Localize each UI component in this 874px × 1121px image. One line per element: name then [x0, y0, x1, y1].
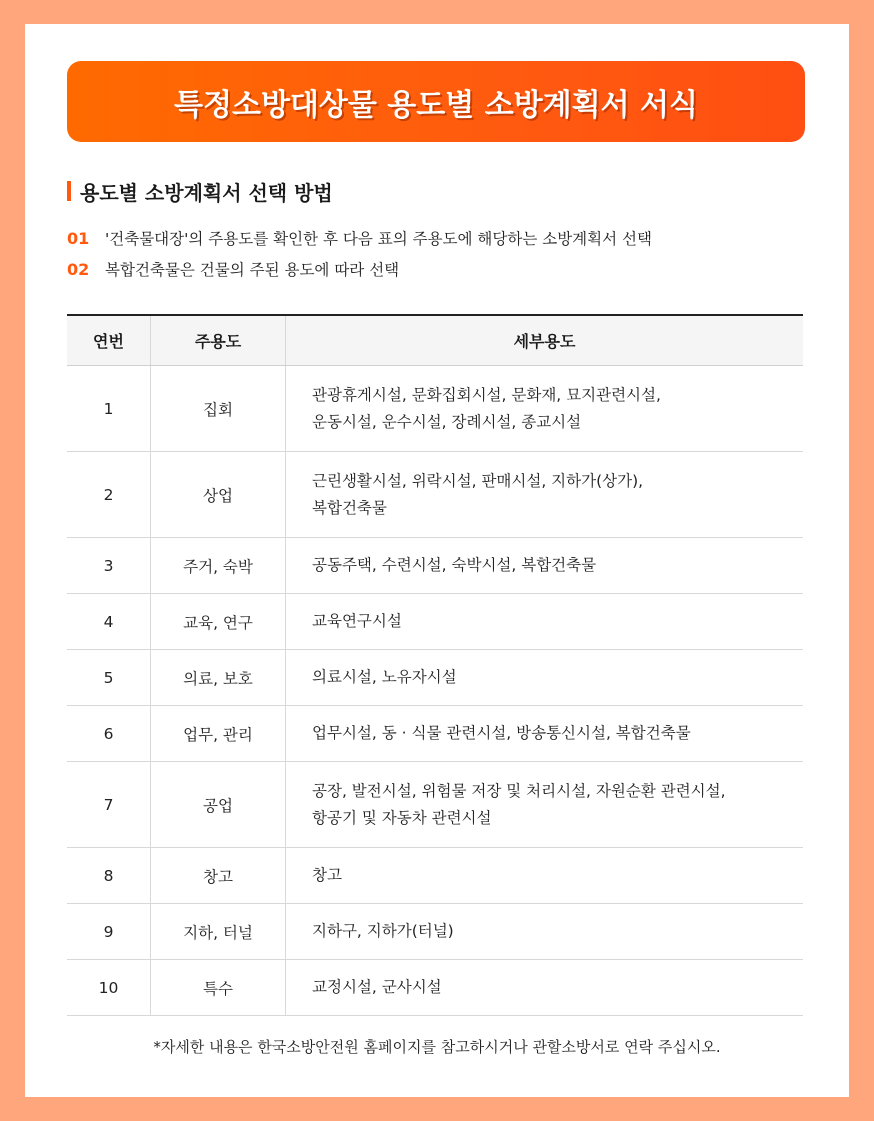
detail-line: 근린생활시설, 위락시설, 판매시설, 지하가(상가), — [312, 471, 644, 490]
row-no: 6 — [67, 706, 151, 762]
row-detail-usage — [286, 452, 804, 538]
row-detail-usage: 업무시설, 동 · 식물 관련시설, 방송통신시설, 복합건축물 — [286, 706, 804, 762]
title-banner — [67, 61, 805, 142]
table-row — [67, 650, 803, 706]
step-number: 02 — [67, 259, 90, 279]
row-main-usage: 지하, 터널 — [151, 904, 286, 960]
table-row — [67, 706, 803, 762]
table-row — [67, 538, 803, 594]
row-main-usage: 주거, 숙박 — [151, 538, 286, 594]
table-row — [67, 762, 803, 848]
detail-line: 관광휴게시설, 문화집회시설, 문화재, 묘지관련시설, — [312, 385, 661, 404]
heading-accent-bar — [67, 181, 71, 201]
row-main-usage: 특수 — [151, 960, 286, 1016]
step-number: 01 — [67, 228, 90, 248]
header-main-usage: 주용도 — [151, 315, 286, 366]
header-no: 연번 — [67, 315, 151, 366]
row-no: 10 — [67, 960, 151, 1016]
row-detail-usage: 지하구, 지하가(터널) — [286, 904, 804, 960]
row-detail-usage: 창고 — [286, 848, 804, 904]
footnote: *자세한 내용은 한국소방안전원 홈페이지를 참고하시거나 관할소방서로 연락 주십시오. — [153, 1038, 721, 1056]
row-detail-usage — [286, 762, 804, 848]
row-main-usage: 업무, 관리 — [151, 706, 286, 762]
step-item-1 — [67, 226, 652, 250]
row-main-usage: 의료, 보호 — [151, 650, 286, 706]
section-heading-text: 용도별 소방계획서 선택 방법 — [80, 180, 333, 205]
table-row — [67, 904, 803, 960]
row-main-usage: 상업 — [151, 452, 286, 538]
row-detail-usage — [286, 366, 804, 452]
row-no: 1 — [67, 366, 151, 452]
detail-line: 복합건축물 — [312, 498, 387, 517]
header-detail-usage: 세부용도 — [286, 315, 804, 366]
row-no: 5 — [67, 650, 151, 706]
table-row — [67, 960, 803, 1016]
table-row — [67, 594, 803, 650]
row-no: 9 — [67, 904, 151, 960]
row-no: 8 — [67, 848, 151, 904]
detail-line: 공장, 발전시설, 위험물 저장 및 처리시설, 자원순환 관련시설, — [312, 781, 726, 800]
row-detail-usage: 의료시설, 노유자시설 — [286, 650, 804, 706]
row-main-usage: 창고 — [151, 848, 286, 904]
row-no: 4 — [67, 594, 151, 650]
detail-line: 운동시설, 운수시설, 장례시설, 종교시설 — [312, 412, 582, 431]
row-main-usage: 집회 — [151, 366, 286, 452]
row-no: 2 — [67, 452, 151, 538]
document-card — [25, 24, 849, 1097]
row-detail-usage: 교정시설, 군사시설 — [286, 960, 804, 1016]
usage-table — [67, 314, 803, 1016]
row-no: 7 — [67, 762, 151, 848]
table-row — [67, 366, 803, 452]
step-text: 복합건축물은 건물의 주된 용도에 따라 선택 — [105, 261, 400, 279]
table-row — [67, 848, 803, 904]
row-no: 3 — [67, 538, 151, 594]
detail-line: 항공기 및 자동차 관련시설 — [312, 808, 492, 827]
table-header-row — [67, 315, 803, 366]
step-item-2 — [67, 257, 399, 281]
step-text: '건축물대장'의 주용도를 확인한 후 다음 표의 주용도에 해당하는 소방계획서 선택 — [105, 230, 652, 248]
row-main-usage: 공업 — [151, 762, 286, 848]
table-row — [67, 452, 803, 538]
row-detail-usage: 교육연구시설 — [286, 594, 804, 650]
row-main-usage: 교육, 연구 — [151, 594, 286, 650]
banner-title: 특정소방대상물 용도별 소방계획서 서식 — [174, 87, 698, 123]
row-detail-usage: 공동주택, 수련시설, 숙박시설, 복합건축물 — [286, 538, 804, 594]
section-heading — [67, 177, 333, 205]
